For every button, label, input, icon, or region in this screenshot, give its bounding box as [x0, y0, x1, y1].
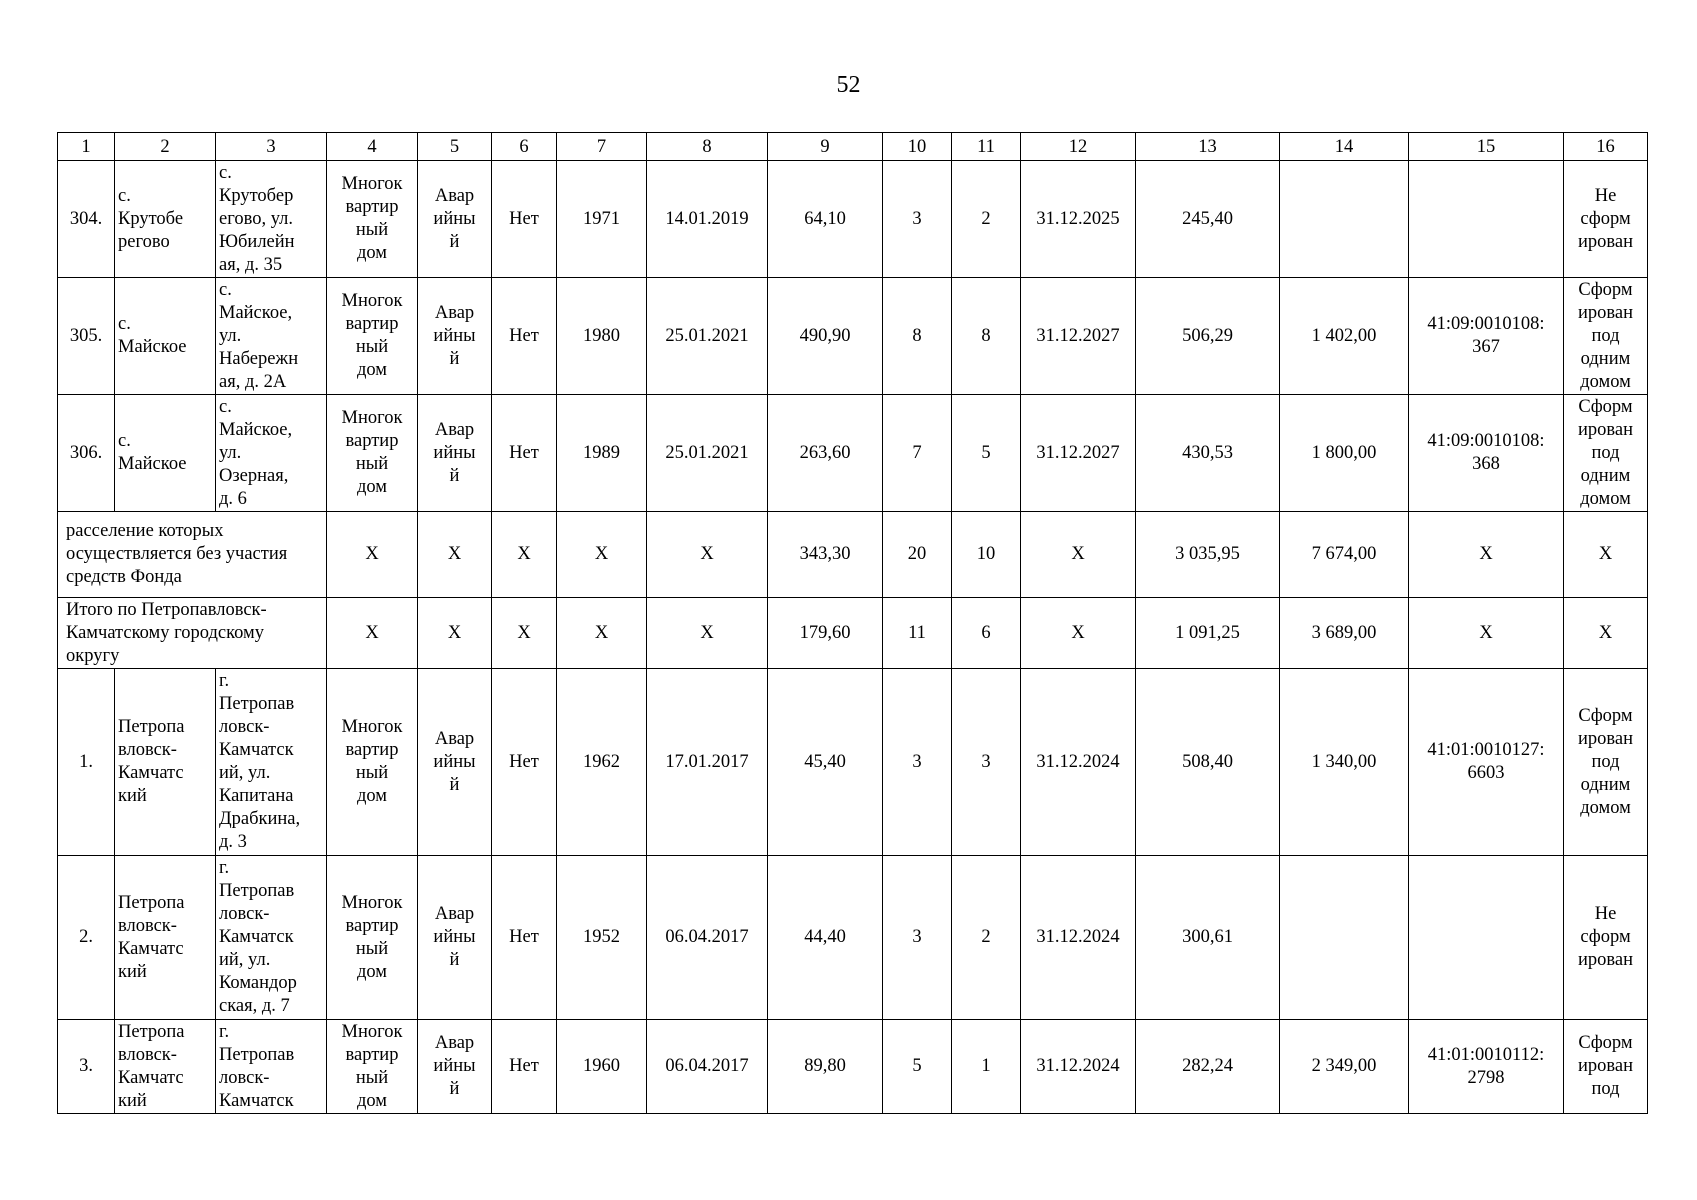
column-number-cell: 9 — [768, 133, 883, 161]
summary-cell: 343,30 — [768, 512, 883, 598]
table-cell: 5 — [952, 395, 1021, 512]
summary-cell: Х — [327, 598, 418, 669]
summary-cell: Х — [557, 512, 647, 598]
table-cell: 89,80 — [768, 1020, 883, 1114]
table-row — [58, 278, 1648, 395]
column-number-cell: 14 — [1280, 133, 1409, 161]
table-cell: Авар ийны й — [418, 669, 492, 856]
table-cell: г. Петропав ловск- Камчатск ий, ул. Капитана Драбкина, д. 3 — [216, 669, 327, 856]
table-cell: 3 — [883, 856, 952, 1020]
table-cell: 506,29 — [1136, 278, 1280, 395]
table-cell: 1989 — [557, 395, 647, 512]
summary-cell: 11 — [883, 598, 952, 669]
table-cell: 3 — [883, 669, 952, 856]
table-cell: 41:01:0010112: 2798 — [1409, 1020, 1564, 1114]
summary-cell: Х — [418, 598, 492, 669]
summary-cell: Х — [1564, 598, 1648, 669]
column-number-cell: 4 — [327, 133, 418, 161]
table-cell: 41:09:0010108: 367 — [1409, 278, 1564, 395]
summary-cell: Х — [647, 598, 768, 669]
summary-cell: Х — [327, 512, 418, 598]
table-row — [58, 161, 1648, 278]
summary-cell: 10 — [952, 512, 1021, 598]
column-number-row — [58, 133, 1648, 161]
table-cell: 304. — [58, 161, 115, 278]
table-cell: 1971 — [557, 161, 647, 278]
column-number-cell: 12 — [1021, 133, 1136, 161]
summary-cell: Х — [1021, 512, 1136, 598]
column-number-cell: 7 — [557, 133, 647, 161]
table-cell: 1980 — [557, 278, 647, 395]
column-number-cell: 8 — [647, 133, 768, 161]
summary-cell: 6 — [952, 598, 1021, 669]
table-cell: с. Майское, ул. Озерная, д. 6 — [216, 395, 327, 512]
summary-cell: 20 — [883, 512, 952, 598]
summary-cell: Х — [418, 512, 492, 598]
table-cell: Многок вартир ный дом — [327, 669, 418, 856]
table-cell: 41:09:0010108: 368 — [1409, 395, 1564, 512]
summary-cell: Х — [492, 598, 557, 669]
summary-cell: 3 689,00 — [1280, 598, 1409, 669]
table-cell: Петропа вловск- Камчатс кий — [115, 856, 216, 1020]
table-cell: с. Майское, ул. Набережн ая, д. 2А — [216, 278, 327, 395]
table-cell: Сформ ирован под одним домом — [1564, 395, 1648, 512]
table-cell: Авар ийны й — [418, 395, 492, 512]
table-cell: 1 402,00 — [1280, 278, 1409, 395]
summary-cell: 1 091,25 — [1136, 598, 1280, 669]
table-cell: 31.12.2024 — [1021, 1020, 1136, 1114]
summary-cell: Х — [492, 512, 557, 598]
table-cell — [1280, 856, 1409, 1020]
table-cell: Многок вартир ный дом — [327, 161, 418, 278]
column-number-cell: 13 — [1136, 133, 1280, 161]
column-number-cell: 2 — [115, 133, 216, 161]
table-cell: 1 800,00 — [1280, 395, 1409, 512]
table-cell: 8 — [883, 278, 952, 395]
summary-cell: 7 674,00 — [1280, 512, 1409, 598]
table-cell: 31.12.2024 — [1021, 669, 1136, 856]
table-cell: 31.12.2024 — [1021, 856, 1136, 1020]
summary-row — [58, 598, 1648, 669]
table-cell: 2 — [952, 161, 1021, 278]
table-cell: Многок вартир ный дом — [327, 1020, 418, 1114]
column-number-cell: 1 — [58, 133, 115, 161]
table-cell: 25.01.2021 — [647, 395, 768, 512]
table-cell: г. Петропав ловск- Камчатск ий, ул. Командор ская, д. 7 — [216, 856, 327, 1020]
table-cell: Нет — [492, 278, 557, 395]
column-number-cell: 11 — [952, 133, 1021, 161]
table-cell: 7 — [883, 395, 952, 512]
table-cell: с. Крутобе регово — [115, 161, 216, 278]
table-cell: 1 — [952, 1020, 1021, 1114]
table-cell: 2. — [58, 856, 115, 1020]
table-cell: 41:01:0010127: 6603 — [1409, 669, 1564, 856]
table-cell: Нет — [492, 669, 557, 856]
table-cell: 06.04.2017 — [647, 856, 768, 1020]
summary-cell: Х — [647, 512, 768, 598]
table-cell: Петропа вловск- Камчатс кий — [115, 1020, 216, 1114]
table-cell: Не сформ ирован — [1564, 161, 1648, 278]
table-cell: с. Майское — [115, 278, 216, 395]
table-row — [58, 669, 1648, 856]
summary-cell: Х — [1409, 512, 1564, 598]
table-cell: Нет — [492, 1020, 557, 1114]
table-cell: 1952 — [557, 856, 647, 1020]
table-cell: 06.04.2017 — [647, 1020, 768, 1114]
summary-cell: Х — [1021, 598, 1136, 669]
table-cell: 1960 — [557, 1020, 647, 1114]
table-cell: 64,10 — [768, 161, 883, 278]
table-cell: 300,61 — [1136, 856, 1280, 1020]
table-cell: Многок вартир ный дом — [327, 278, 418, 395]
page-number: 52 — [836, 72, 861, 98]
table-row — [58, 856, 1648, 1020]
table-cell: г. Петропав ловск- Камчатск — [216, 1020, 327, 1114]
table-cell: Петропа вловск- Камчатс кий — [115, 669, 216, 856]
table-cell: Авар ийны й — [418, 1020, 492, 1114]
table-cell: 1962 — [557, 669, 647, 856]
housing-registry-table — [57, 132, 1648, 1114]
table-row — [58, 1020, 1648, 1114]
table-cell: 2 — [952, 856, 1021, 1020]
table-cell: Авар ийны й — [418, 856, 492, 1020]
column-number-cell: 10 — [883, 133, 952, 161]
table-cell: Сформ ирован под — [1564, 1020, 1648, 1114]
table-cell: 306. — [58, 395, 115, 512]
summary-row — [58, 512, 1648, 598]
summary-label: Итого по Петропавловск- Камчатскому городскому округу — [58, 598, 327, 669]
table-cell: 1. — [58, 669, 115, 856]
table-cell: 490,90 — [768, 278, 883, 395]
table-cell: 14.01.2019 — [647, 161, 768, 278]
summary-label: расселение которых осуществляется без участия средств Фонда — [58, 512, 327, 598]
column-number-cell: 5 — [418, 133, 492, 161]
table-cell: 3. — [58, 1020, 115, 1114]
table-cell: 8 — [952, 278, 1021, 395]
table-cell: 31.12.2027 — [1021, 278, 1136, 395]
table-cell: с. Майское — [115, 395, 216, 512]
table-cell — [1409, 856, 1564, 1020]
table-cell: 305. — [58, 278, 115, 395]
column-number-cell: 3 — [216, 133, 327, 161]
table-cell: 31.12.2027 — [1021, 395, 1136, 512]
table-cell: Нет — [492, 395, 557, 512]
table-cell: 45,40 — [768, 669, 883, 856]
table-cell: Авар ийны й — [418, 161, 492, 278]
table-cell: 2 349,00 — [1280, 1020, 1409, 1114]
summary-cell: 3 035,95 — [1136, 512, 1280, 598]
table-cell: 1 340,00 — [1280, 669, 1409, 856]
table-cell: 430,53 — [1136, 395, 1280, 512]
table-cell: 263,60 — [768, 395, 883, 512]
table-cell: 245,40 — [1136, 161, 1280, 278]
table-cell: 282,24 — [1136, 1020, 1280, 1114]
table-cell: 3 — [952, 669, 1021, 856]
table-cell — [1280, 161, 1409, 278]
summary-cell: Х — [1564, 512, 1648, 598]
table-cell: Не сформ ирован — [1564, 856, 1648, 1020]
summary-cell: Х — [1409, 598, 1564, 669]
summary-cell: 179,60 — [768, 598, 883, 669]
table-cell: Нет — [492, 161, 557, 278]
table-cell: 5 — [883, 1020, 952, 1114]
table-cell: с. Крутобер егово, ул. Юбилейн ая, д. 35 — [216, 161, 327, 278]
table-cell: Многок вартир ный дом — [327, 395, 418, 512]
table-cell: 17.01.2017 — [647, 669, 768, 856]
table-cell: 25.01.2021 — [647, 278, 768, 395]
table-cell: Авар ийны й — [418, 278, 492, 395]
table-cell: Многок вартир ный дом — [327, 856, 418, 1020]
table-cell: 31.12.2025 — [1021, 161, 1136, 278]
table-cell: Сформ ирован под одним домом — [1564, 669, 1648, 856]
summary-cell: Х — [557, 598, 647, 669]
column-number-cell: 15 — [1409, 133, 1564, 161]
table-cell: 508,40 — [1136, 669, 1280, 856]
table-cell: 3 — [883, 161, 952, 278]
column-number-cell: 6 — [492, 133, 557, 161]
table-cell — [1409, 161, 1564, 278]
column-number-cell: 16 — [1564, 133, 1648, 161]
table-cell: 44,40 — [768, 856, 883, 1020]
table-cell: Нет — [492, 856, 557, 1020]
table-row — [58, 395, 1648, 512]
table-cell: Сформ ирован под одним домом — [1564, 278, 1648, 395]
